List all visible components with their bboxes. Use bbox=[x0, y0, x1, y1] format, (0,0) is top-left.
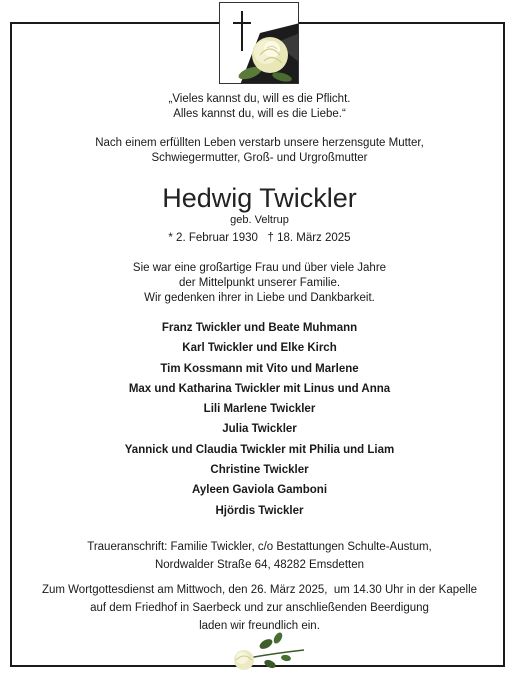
quote-line: Alles kannst du, will es die Liebe.“ bbox=[173, 108, 346, 120]
cross-and-rose-icon bbox=[219, 2, 299, 84]
mourner-item: Yannick und Claudia Twickler mit Philia und Liam bbox=[124, 443, 395, 456]
intro-line: Nach einem erfüllten Leben verstarb unsere herzensgute Mutter, bbox=[95, 137, 424, 149]
tribute-text bbox=[12, 261, 507, 306]
mourner-item: Franz Twickler und Beate Muhmann bbox=[161, 322, 358, 334]
quote-block bbox=[12, 92, 507, 122]
tribute-line: Sie war eine großartige Frau und über viele Jahre bbox=[132, 262, 387, 274]
mourner-item: Karl Twickler und Elke Kirch bbox=[182, 342, 337, 355]
mourner-item: Christine Twickler bbox=[210, 464, 309, 477]
quote-line: „Vieles kannst du, will es die Pflicht. bbox=[168, 93, 351, 105]
mourner-item: Julia Twickler bbox=[222, 423, 297, 436]
mourner-item: Max und Katharina Twickler mit Linus und Anna bbox=[128, 382, 391, 395]
obituary-content bbox=[12, 92, 507, 635]
tribute-line: der Mittelpunkt unserer Familie. bbox=[178, 277, 341, 289]
service-line: laden wir freundlich ein. bbox=[199, 619, 320, 632]
mourner-item: Lili Marlene Twickler bbox=[203, 403, 316, 416]
intro-text bbox=[12, 136, 507, 166]
mourner-item: Tim Kossmann mit Vito und Marlene bbox=[160, 362, 359, 375]
service-line: Zum Wortgottesdienst am Mittwoch, den 26. März 2025, um 14.30 Uhr in der Kapelle bbox=[41, 583, 478, 596]
intro-line: Schwiegermutter, Groß- und Urgroßmutter bbox=[151, 152, 368, 164]
mourning-address bbox=[12, 538, 507, 574]
mourners-list bbox=[12, 318, 507, 521]
address-line: Nordwalder Straße 64, 48282 Emsdetten bbox=[154, 558, 365, 571]
life-dates: * 2. Februar 1930 † 18. März 2025 bbox=[168, 232, 351, 244]
service-info bbox=[12, 581, 507, 635]
maiden-name: geb. Veltrup bbox=[230, 214, 289, 226]
mourner-item: Hjördis Twickler bbox=[215, 504, 304, 517]
address-line: Traueranschrift: Familie Twickler, c/o Bestattungen Schulte-Austum, bbox=[87, 540, 432, 553]
deceased-name: Hedwig Twickler bbox=[162, 183, 357, 213]
service-line: auf dem Friedhof in Saerbeck und zur anschließenden Beerdigung bbox=[90, 601, 429, 614]
mourner-item: Ayleen Gaviola Gamboni bbox=[191, 484, 328, 497]
rose-icon bbox=[228, 630, 308, 676]
tribute-line: Wir gedenken ihrer in Liebe und Dankbarkeit. bbox=[144, 292, 375, 304]
